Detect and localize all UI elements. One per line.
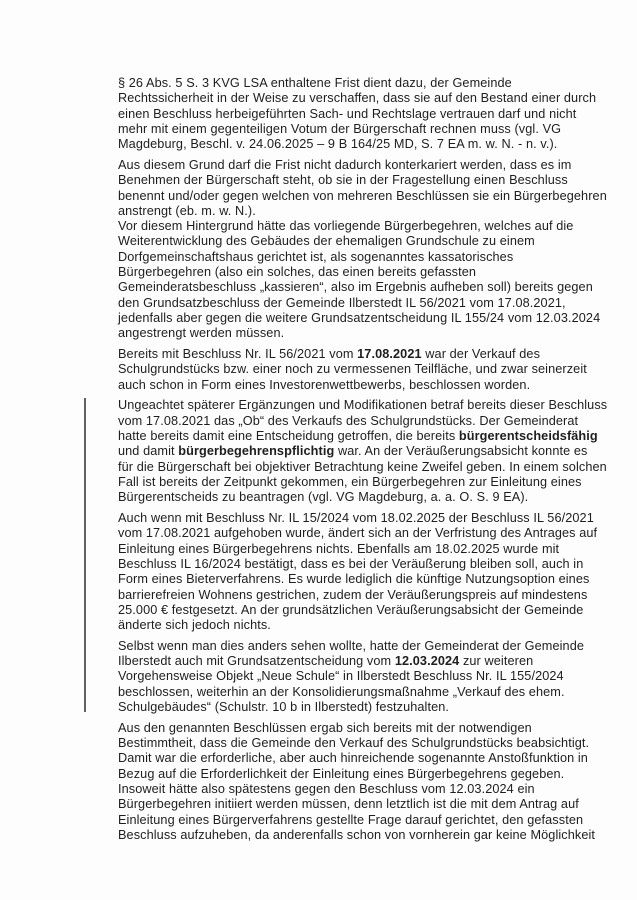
text-line (118, 618, 618, 633)
text-run: Form eines Bieterverfahrens. Es wurde lediglich die künftige Nutzungsoption eines (118, 572, 590, 587)
text-run: Damit war die erforderliche, aber auch hinreichende sogenannte Anstoßfunktion in (118, 751, 588, 766)
text-line (118, 91, 618, 106)
text-run: Magdeburg, Beschl. v. 24.06.2025 – 9 B 164/25 MD, S. 7 EA m. w. N. - n. v.). (118, 137, 558, 152)
text-run: Bezug auf die Erforderlichkeit der Einleitung eines Bürgerbegehrens gegeben. (118, 766, 565, 781)
bold-text-run: bürgerbegehrenspflichtig (178, 444, 335, 459)
text-line (118, 475, 618, 490)
text-run: § 26 Abs. 5 S. 3 KVG LSA enthaltene Frist dient dazu, der Gemeinde (118, 76, 512, 90)
text-line (118, 378, 618, 393)
text-line (118, 429, 618, 444)
text-run: Ungeachtet späterer Ergänzungen und Modifikationen betraf bereits dieser Beschluss (118, 398, 608, 413)
text-run: Vorgehensweise Objekt „Neue Schule“ in Ilberstedt Beschluss Nr. IL 155/2024 (118, 669, 564, 684)
text-run: einen Beschluss herbeigeführten Sach- und Rechtslage vertrauen darf und nicht (118, 106, 577, 121)
text-line (118, 767, 618, 782)
text-line (118, 526, 618, 541)
text-run: Bürgerbegehren (also ein solches, das einen bereits gefassten (118, 265, 477, 280)
text-line (118, 572, 618, 587)
text-line (118, 137, 618, 152)
text-line (118, 700, 618, 715)
text-run: Bereits mit Beschluss Nr. IL 56/2021 vom (118, 347, 358, 362)
text-run: den Grundsatzbeschluss der Gemeinde Ilberstedt IL 56/2021 vom 17.08.2021, (118, 295, 566, 310)
text-run: Vor diesem Hintergrund hätte das vorliegende Bürgerbegehren, welches auf die (118, 219, 574, 234)
paragraph (118, 721, 618, 843)
text-run: Einleitung eines Bürgerverfahrens gestellte Frage darauf gerichtet, den gefassten (118, 812, 584, 827)
paragraph (118, 398, 618, 505)
text-line (118, 122, 618, 137)
text-line (118, 265, 618, 280)
text-run: benennt und/oder gegen welchen von mehreren Beschlüssen sie ein Bürgerbegehren (118, 188, 607, 203)
text-run: Weiterentwicklung des Gebäudes der ehemaligen Grundschule zu einem (118, 234, 535, 249)
text-run: Fall ist bereits der Zeitpunkt gekommen, ein Bürgerbegehren zur Einleitung eines (118, 474, 582, 489)
text-line (118, 639, 618, 654)
text-run: war der Verkauf des (421, 347, 541, 362)
document-text-block (118, 76, 618, 849)
text-line (118, 219, 618, 234)
paragraph (118, 639, 618, 715)
text-line (118, 414, 618, 429)
text-line (118, 542, 618, 557)
text-run: Beschluss aufzuheben, da anderenfalls schon von vornherein gar keine Möglichkeit (118, 827, 596, 842)
text-run: zur weiteren (459, 654, 534, 669)
text-line (118, 326, 618, 341)
text-run: mehr mit einem gegenteiligen Votum der Bürgerschaft rechnen muss (vgl. VG (118, 121, 562, 136)
text-run: war. An der Veräußerungsabsicht konnte es (334, 444, 588, 459)
text-run: anstrengt (eb. m. w. N.). (118, 203, 256, 218)
text-line (118, 751, 618, 766)
text-run: Schulgebäudes“ (Schulstr. 10 b in Ilberstedt) festzuhalten. (118, 700, 450, 715)
text-line (118, 669, 618, 684)
text-line (118, 685, 618, 700)
text-run: Selbst wenn man dies anders sehen wollte, hatte der Gemeinderat der Gemeinde (118, 638, 585, 653)
text-run: vom 17.08.2021 das „Ob“ des Verkaufs des Schulgrundstücks. Der Gemeinderat (118, 413, 579, 428)
text-line (118, 603, 618, 618)
paragraph (118, 347, 618, 393)
text-line (118, 460, 618, 475)
text-line (118, 782, 618, 797)
bold-text-run: bürgerentscheidsfähig (458, 429, 598, 444)
text-run: Rechtssicherheit in der Weise zu verschaffen, dass sie auf den Bestand einer durch (118, 91, 597, 106)
text-line (118, 173, 618, 188)
bold-text-run: 17.08.2021 (357, 347, 422, 362)
bold-text-run: 12.03.2024 (394, 654, 460, 669)
text-line (118, 797, 618, 812)
text-line (118, 444, 618, 459)
text-line (118, 280, 618, 295)
text-run: Aus diesem Grund darf die Frist nicht dadurch konterkariert werden, dass es im (118, 157, 572, 172)
text-line (118, 189, 618, 204)
text-line (118, 250, 618, 265)
text-run: Aus den genannten Beschlüssen ergab sich bereits mit der notwendigen (118, 720, 532, 735)
text-run: 25.000 € festgesetzt. An der grundsätzlichen Veräußerungsabsicht der Gemeinde (118, 602, 584, 617)
text-line (118, 204, 618, 219)
text-line (118, 398, 618, 413)
text-line (118, 234, 618, 249)
text-line (118, 490, 618, 505)
text-run: jedenfalls aber gegen die weitere Grundsatzentscheidung IL 155/24 vom 12.03.2024 (118, 310, 601, 325)
text-run: beschlossen, weiterhin an der Konsolidierungsmaßnahme „Verkauf des ehem. (118, 684, 565, 699)
text-run: Schulgrundstücks bzw. einer noch zu vermessenen Teilfläche, und zwar seinerzeit (118, 362, 587, 377)
text-run: Dorfgemeinschaftshaus gerichtet ist, als sogenanntes kassatorisches (118, 249, 514, 264)
text-run: angestrengt werden müssen. (118, 326, 285, 341)
text-line (118, 736, 618, 751)
text-line (118, 828, 618, 843)
text-run: und damit (118, 444, 179, 459)
text-run: Bürgerbegehren initiiert werden müssen, denn letztlich ist die mit dem Antrag auf (118, 797, 579, 812)
scan-artifact-margin-line (84, 398, 86, 712)
text-line (118, 76, 618, 91)
text-run: Einleitung eines Bürgerbegehrens nichts. Ebenfalls am 18.02.2025 wurde mit (118, 541, 560, 556)
text-line (118, 107, 618, 122)
text-run: Beschluss IL 16/2024 bestätigt, dass es bei der Veräußerung bleiben soll, auch in (118, 556, 584, 571)
text-run: vom 17.08.2021 aufgehoben wurde, ändert sich an der Verfristung des Antrages auf (118, 526, 598, 541)
text-run: Gemeinderatsbeschluss „kassieren“, also im Ergebnis aufheben soll) bereits gegen (118, 280, 593, 295)
text-line (118, 296, 618, 311)
text-run: Ilberstedt auch mit Grundsatzentscheidung vom (118, 654, 395, 669)
text-run: änderte sich jedoch nichts. (118, 618, 271, 633)
text-run: Insoweit hätte also spätestens gegen den Beschluss vom 12.03.2024 ein (118, 782, 535, 797)
paragraph (118, 511, 618, 633)
text-line (118, 813, 618, 828)
text-run: Bürgerentscheids zu beantragen (vgl. VG Magdeburg, a. a. O. S. 9 EA). (118, 490, 529, 505)
paragraph (118, 76, 618, 152)
text-run: hatte bereits damit eine Entscheidung getroffen, die bereits (118, 429, 459, 444)
text-run: barrierefreien Wohnens gestrichen, zudem der Veräußerungspreis auf mindestens (118, 587, 588, 602)
text-line (118, 557, 618, 572)
paragraph (118, 158, 618, 342)
text-run: Bestimmtheit, dass die Gemeinde den Verkauf des Schulgrundstücks beabsichtigt. (118, 736, 590, 751)
text-line (118, 311, 618, 326)
text-line (118, 158, 618, 173)
text-line (118, 654, 618, 669)
text-run: Benehmen der Bürgerschaft steht, ob sie in der Fragestellung einen Beschluss (118, 173, 568, 188)
text-run: Auch wenn mit Beschluss Nr. IL 15/2024 vom 18.02.2025 der Beschluss IL 56/2021 (118, 511, 594, 526)
text-run: für die Bürgerschaft bei objektiver Betrachtung keine Zweifel geben. In einem solchen (118, 459, 607, 474)
text-line (118, 721, 618, 736)
text-line (118, 362, 618, 377)
text-line (118, 347, 618, 362)
text-line (118, 588, 618, 603)
text-run: auch schon in Form eines Investorenwettbewerbs, beschlossen worden. (118, 377, 531, 392)
text-line (118, 511, 618, 526)
